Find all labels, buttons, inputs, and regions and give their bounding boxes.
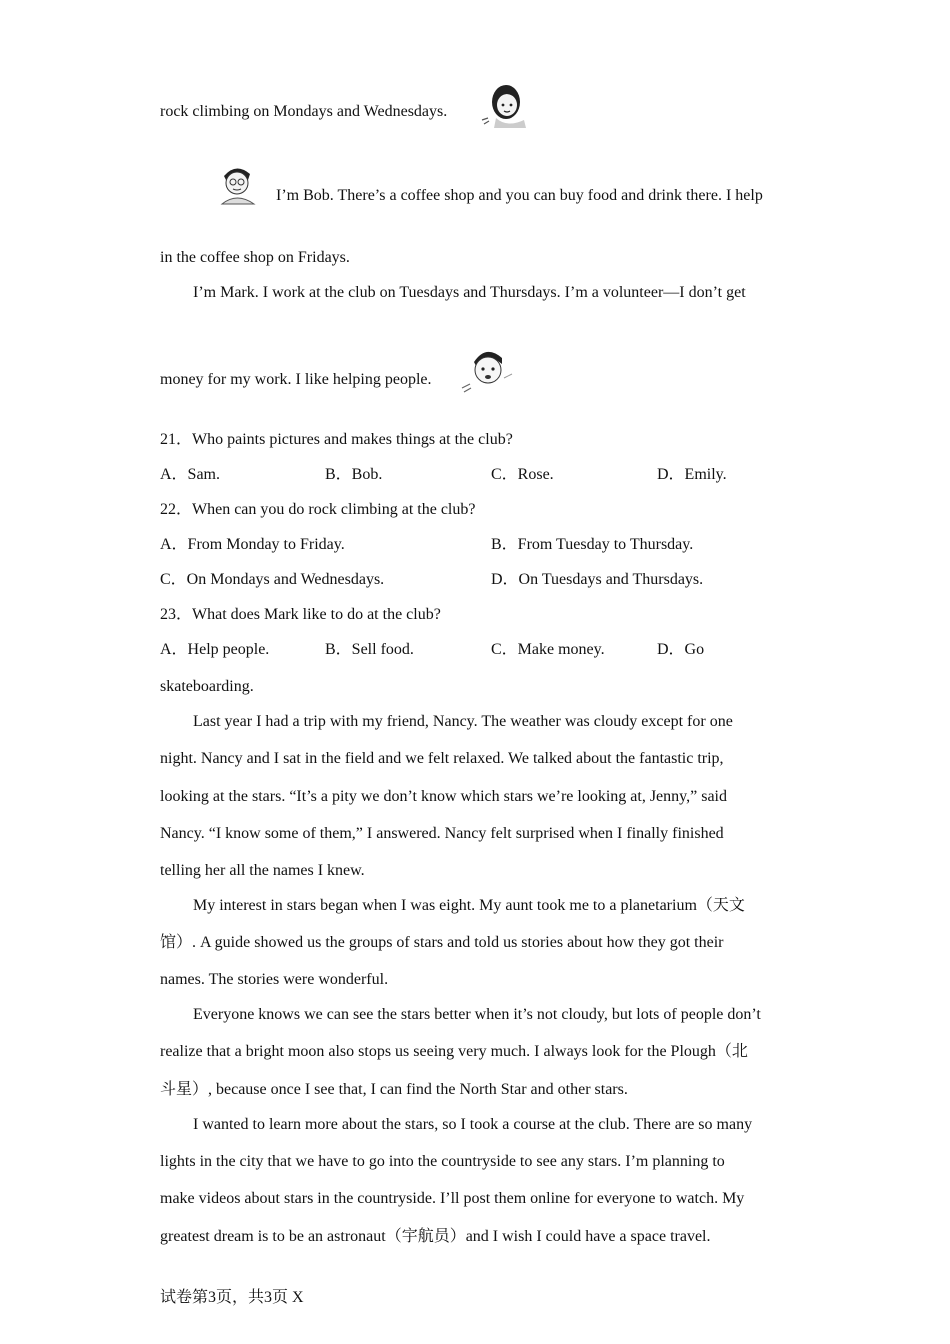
passage-line: lights in the city that we have to go into the countryside to see any stars. I’m planning to [160, 1153, 725, 1170]
passage-line: looking at the stars. “It’s a pity we don’t know which stars we’re looking at, Jenny,” said [160, 788, 727, 805]
answer-option[interactable]: C．Rose. [491, 466, 554, 483]
mark-avatar-icon [460, 340, 516, 396]
answer-option[interactable]: D．On Tuesdays and Thursdays. [491, 571, 704, 588]
answer-option[interactable]: A．Help people. [160, 641, 270, 658]
passage-line: Nancy. “I know some of them,” I answered. Nancy felt surprised when I finally finished [160, 825, 724, 842]
answer-option[interactable]: D．Go [657, 641, 705, 658]
answer-option[interactable]: D．Emily. [657, 466, 727, 483]
answer-option[interactable]: B．From Tuesday to Thursday. [491, 536, 694, 553]
passage-line: names. The stories were wonderful. [160, 971, 389, 988]
question-stem: 23．What does Mark like to do at the club? [160, 606, 441, 623]
passage-line: 斗星）, because once I see that, I can find the North Star and other stars. [160, 1081, 628, 1098]
answer-option[interactable]: B．Sell food. [325, 641, 414, 658]
passage-line: make videos about stars in the countryside. I’ll post them online for everyone to watch. My [160, 1190, 745, 1207]
girl-avatar-icon [474, 78, 534, 130]
passage-line: I’m Bob. There’s a coffee shop and you can buy food and drink there. I help [276, 187, 763, 204]
passage-line: I wanted to learn more about the stars, so I took a course at the club. There are so many [193, 1116, 753, 1133]
question-stem: 21．Who paints pictures and makes things at the club? [160, 431, 513, 448]
passage-line: My interest in stars began when I was eight. My aunt took me to a planetarium（天文 [193, 897, 745, 914]
passage-line: realize that a bright moon also stops us seeing very much. I always look for the Plough（北 [160, 1043, 748, 1060]
passage-line: telling her all the names I knew. [160, 862, 365, 879]
passage-line: money for my work. I like helping people. [160, 371, 432, 388]
passage-line: night. Nancy and I sat in the field and we felt relaxed. We talked about the fantastic trip, [160, 750, 724, 767]
answer-option[interactable]: A．From Monday to Friday. [160, 536, 345, 553]
answer-option[interactable]: C．Make money. [491, 641, 605, 658]
passage-line: rock climbing on Mondays and Wednesdays. [160, 103, 448, 120]
answer-option[interactable]: A．Sam. [160, 466, 221, 483]
answer-option[interactable]: B．Bob. [325, 466, 383, 483]
passage-line: Everyone knows we can see the stars better when it’s not cloudy, but lots of people don’t [193, 1006, 761, 1023]
page-footer: 试卷第3页，共3页 X [160, 1289, 304, 1306]
bob-avatar-icon [214, 162, 258, 206]
passage-line: I’m Mark. I work at the club on Tuesdays and Thursdays. I’m a volunteer—I don’t get [193, 284, 746, 301]
passage-line: greatest dream is to be an astronaut（宇航员）and I wish I could have a space travel. [160, 1228, 711, 1245]
passage-line: in the coffee shop on Fridays. [160, 249, 350, 266]
passage-line: 馆）. A guide showed us the groups of stars and told us stories about how they got their [160, 934, 724, 951]
question-stem: 22．When can you do rock climbing at the club? [160, 501, 476, 518]
passage-line: Last year I had a trip with my friend, Nancy. The weather was cloudy except for one [193, 713, 733, 730]
answer-option[interactable]: C．On Mondays and Wednesdays. [160, 571, 385, 588]
answer-option-wrap: skateboarding. [160, 678, 254, 695]
